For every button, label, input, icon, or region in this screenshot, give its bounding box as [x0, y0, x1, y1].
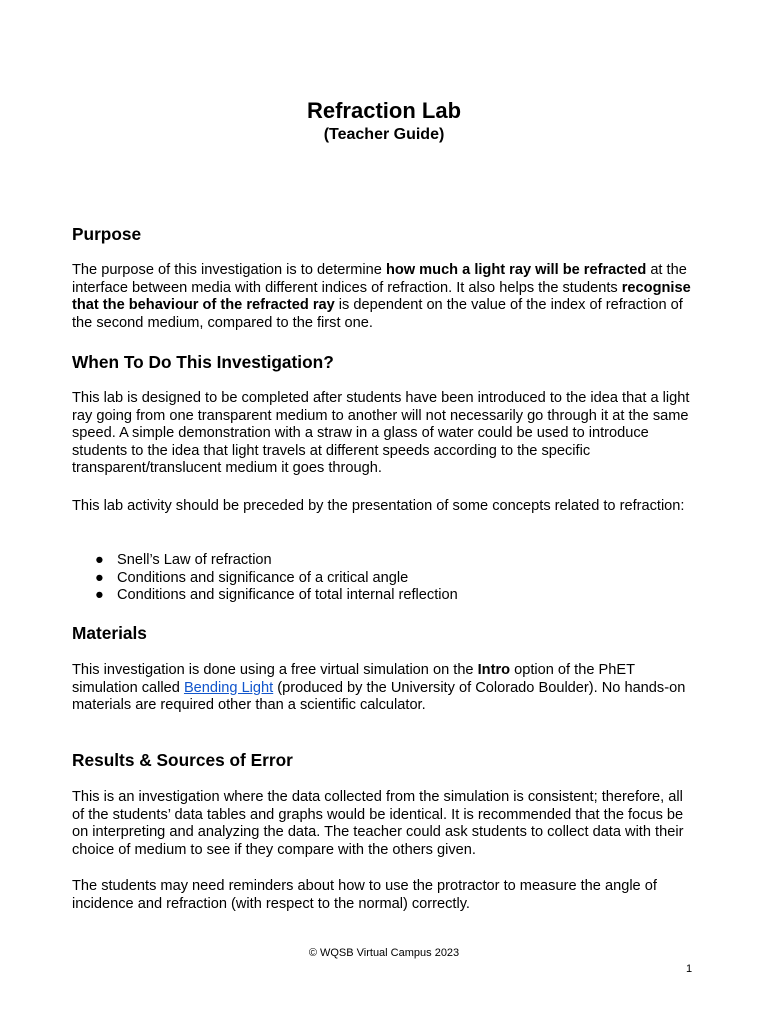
materials-text-2: option of the PhET simulation called — [72, 662, 635, 696]
results-heading: Results & Sources of Error — [72, 750, 293, 770]
page-subtitle: (Teacher Guide) — [323, 126, 445, 143]
purpose-paragraph — [72, 262, 698, 332]
when-paragraph-1-block — [72, 390, 698, 478]
list-item-text: Conditions and significance of a critical angle — [117, 569, 409, 586]
when-paragraph-2: This lab activity should be preceded by the presentation of some concepts related to refraction: — [72, 498, 685, 514]
materials-bold-intro: Intro — [477, 662, 511, 678]
page-title: Refraction Lab — [306, 98, 462, 123]
materials-text-1: This investigation is done using a free virtual simulation on the — [72, 662, 478, 678]
materials-paragraph — [72, 662, 698, 715]
when-paragraph-2-block — [72, 498, 698, 516]
materials-text — [72, 662, 698, 715]
bullet-icon: ● — [95, 587, 104, 604]
materials-heading: Materials — [72, 623, 147, 643]
bullet-icon: ● — [95, 552, 104, 568]
when-heading: When To Do This Investigation? — [72, 352, 334, 372]
materials-text-3: (produced by the University of Colorado Boulder). No hands-on materials are required other than a scientific calculator. — [72, 679, 686, 714]
bending-light-link[interactable]: Bending Light — [183, 679, 274, 696]
title-block — [0, 97, 768, 145]
when-section — [72, 351, 698, 373]
list-item — [72, 570, 698, 588]
list-item-text: Snell’s Law of refraction — [117, 552, 272, 568]
footer-copyright: © WQSB Virtual Campus 2023 — [308, 947, 460, 959]
purpose-text — [72, 262, 698, 332]
purpose-text-3: is dependent on the value of the index of refraction of the second medium, compared to the first one. — [72, 297, 683, 331]
results-paragraph-1-block — [72, 789, 698, 859]
list-item-text: Conditions and significance of total internal reflection — [117, 587, 458, 604]
purpose-bold-1: how much a light ray will be refracted — [385, 262, 647, 278]
purpose-text-1: The purpose of this investigation is to determine — [72, 262, 386, 278]
concepts-list — [72, 552, 698, 605]
results-section — [72, 749, 698, 771]
bullet-icon: ● — [95, 569, 104, 586]
list-item — [72, 552, 698, 570]
materials-section — [72, 622, 698, 644]
purpose-section — [72, 223, 698, 245]
page-number: 1 — [686, 963, 693, 975]
concepts-list-block — [72, 552, 698, 605]
results-paragraph-1: This is an investigation where the data collected from the simulation is consistent; therefore, all of the students’ data tables and graphs would be identical. It is recommended that the focus be on interpreting and analyzing the data. The teacher could ask students to collect data with their choice of medium to see if they compare with the others given. — [72, 789, 684, 858]
list-item — [72, 587, 698, 605]
purpose-text-2: at the interface between media with different indices of refraction. It also helps the students — [72, 262, 687, 296]
purpose-heading: Purpose — [72, 224, 142, 244]
results-paragraph-2: The students may need reminders about how to use the protractor to measure the angle of incidence and refraction (with respect to the normal) correctly. — [72, 878, 657, 912]
when-paragraph-1: This lab is designed to be completed after students have been introduced to the idea that a light ray going from one transparent medium to another will not necessarily go through it at the same speed. A simple demonstration with a straw in a glass of water could be used to introduce students to the idea that light travels at different speeds according to the specific transparent/translucent medium it goes through. — [72, 390, 690, 477]
results-paragraph-2-block — [72, 878, 698, 913]
purpose-bold-2: recognise that the behaviour of the refracted ray — [72, 279, 691, 314]
